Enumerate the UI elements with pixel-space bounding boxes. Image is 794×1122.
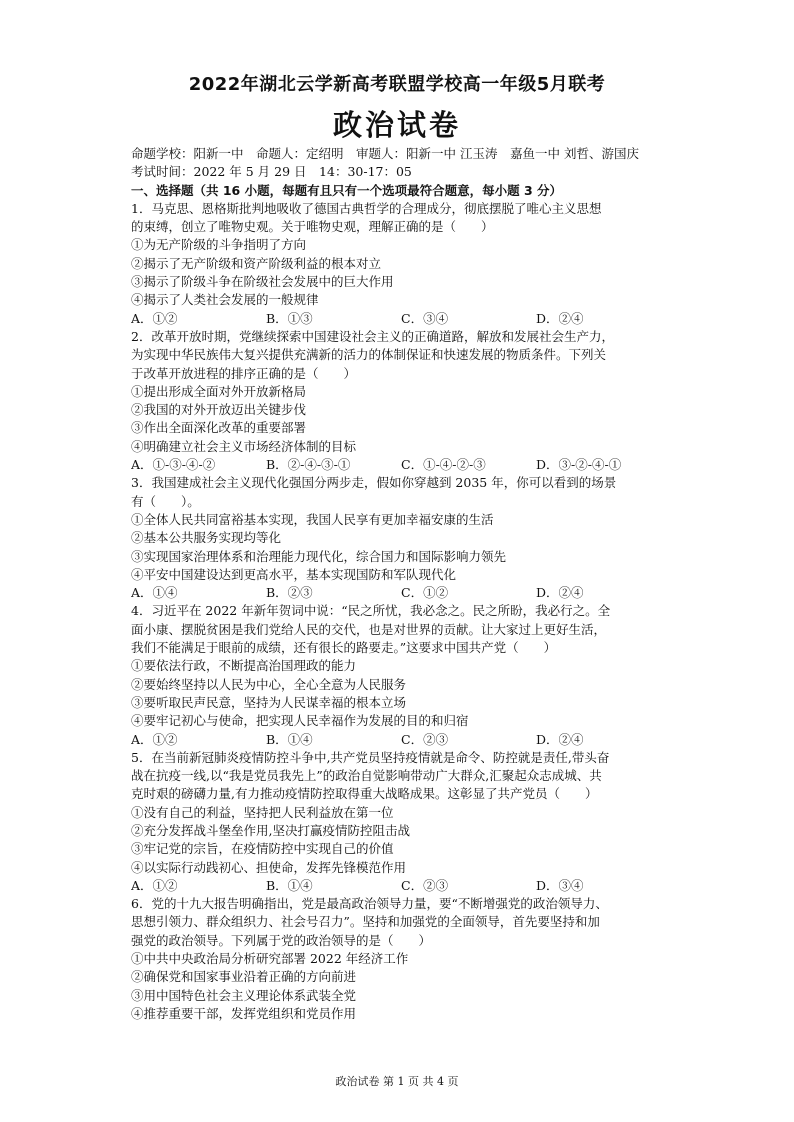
statement-item: ④明确建立社会主义市场经济体制的目标 xyxy=(131,438,357,454)
answer-option[interactable]: C．①② xyxy=(401,585,449,601)
exam-body xyxy=(131,145,671,1023)
answer-option[interactable]: A．①② xyxy=(131,310,178,326)
answer-option[interactable]: D．③④ xyxy=(536,877,584,893)
answer-option[interactable]: C．①-④-②-③ xyxy=(401,457,486,473)
answer-option[interactable]: A．①-③-④-② xyxy=(131,457,216,473)
statement-item: ②充分发挥战斗堡垒作用,坚决打赢疫情防控阻击战 xyxy=(131,822,410,838)
question-stem-line: 克时艰的磅礴力量,有力推动疫情防控取得重大战略成果。这彰显了共产党员（ ） xyxy=(131,786,598,802)
statement-item: ④推荐重要干部，发挥党组织和党员作用 xyxy=(131,1005,357,1021)
statement-item: ③作出全面深化改革的重要部署 xyxy=(131,420,307,436)
question-stem-line: 战在抗疫一线,以“我是党员我先上”的政治自觉影响带动广大群众,汇聚起众志成城、共 xyxy=(131,768,602,784)
statement-item: ③实现国家治理体系和治理能力现代化，综合国力和国际影响力领先 xyxy=(131,548,507,564)
question-stem-line: 我们不能满足于眼前的成绩，还有很长的路要走。”这要求中国共产党（ ） xyxy=(131,640,557,656)
question-stem-line: 3．我国建成社会主义现代化强国分两步走，假如你穿越到 2035 年，你可以看到的场景 xyxy=(131,475,617,491)
answer-option[interactable]: C．②③ xyxy=(401,731,449,747)
statement-item: ①中共中央政治局分析研究部署 2022 年经济工作 xyxy=(131,951,409,967)
question-stem-line: 有（ ）。 xyxy=(131,493,200,509)
answer-option[interactable]: B．①③ xyxy=(266,310,313,326)
question-list xyxy=(131,200,671,1023)
question-stem-line: 思想引领力、群众组织力、社会号召力”。坚持和加强党的全面领导，首先要坚持和加 xyxy=(131,914,600,930)
question-stem-line: 2．改革开放时期，党继续探索中国建设社会主义的正确道路，解放和发展社会生产力， xyxy=(131,328,614,344)
section-heading: 一、选择题（共 16 小题，每题有且只有一个选项最符合题意，每小题 3 分） xyxy=(131,182,563,198)
answer-option[interactable]: B．①④ xyxy=(266,731,313,747)
statement-item: ②揭示了无产阶级和资产阶级利益的根本对立 xyxy=(131,255,382,271)
answer-option[interactable]: D．②④ xyxy=(536,731,584,747)
question-5 xyxy=(131,749,671,895)
statement-item: ④要牢记初心与使命，把实现人民幸福作为发展的目的和归宿 xyxy=(131,713,469,729)
answer-option[interactable]: A．①④ xyxy=(131,585,178,601)
question-stem-line: 1．马克思、恩格斯批判地吸收了德国古典哲学的合理成分，彻底摆脱了唯心主义思想 xyxy=(131,200,602,216)
statement-item: ③要听取民声民意，坚持为人民谋幸福的根本立场 xyxy=(131,694,407,710)
question-3 xyxy=(131,474,671,602)
authors-line: 命题学校：阳新一中 命题人：定绍明 审题人：阳新一中 江玉涛 嘉鱼一中 刘哲、游国庆 xyxy=(131,146,639,161)
answer-option[interactable]: B．②③ xyxy=(266,585,313,601)
statement-item: ①提出形成全面对外开放新格局 xyxy=(131,383,307,399)
answer-options xyxy=(131,456,671,474)
answer-options xyxy=(131,877,671,895)
statement-item: ①全体人民共同富裕基本实现，我国人民享有更加幸福安康的生活 xyxy=(131,511,494,527)
question-stem-line: 5．在当前新冠肺炎疫情防控斗争中,共产党员坚持疫情就是命令、防控就是责任,带头奋 xyxy=(131,749,610,765)
answer-option[interactable]: D．②④ xyxy=(536,585,584,601)
statement-item: ②我国的对外开放迈出关键步伐 xyxy=(131,402,307,418)
answer-option[interactable]: C．②③ xyxy=(401,877,449,893)
answer-option[interactable]: B．②-④-③-① xyxy=(266,457,351,473)
question-4 xyxy=(131,602,671,748)
statement-item: ③牢记党的宗旨，在疫情防控中实现自己的价值 xyxy=(131,841,394,857)
question-stem-line: 强党的政治领导。下列属于党的政治领导的是（ ） xyxy=(131,932,432,948)
answer-option[interactable]: D．③-②-④-① xyxy=(536,457,622,473)
answer-options xyxy=(131,310,671,328)
answer-option[interactable]: B．①④ xyxy=(266,877,313,893)
statement-item: ①为无产阶级的斗争指明了方向 xyxy=(131,237,307,253)
exam-title: 2022年湖北云学新高考联盟学校高一年级5月联考 xyxy=(188,74,606,95)
statement-item: ③用中国特色社会主义理论体系武装全党 xyxy=(131,987,357,1003)
statement-item: ①要依法行政，不断提高治国理政的能力 xyxy=(131,658,357,674)
answer-options xyxy=(131,731,671,749)
answer-options xyxy=(131,584,671,602)
statement-item: ②基本公共服务实现均等化 xyxy=(131,530,282,546)
question-stem-line: 4．习近平在 2022 年新年贺词中说：“民之所忧，我必念之。民之所盼，我必行之。全 xyxy=(131,603,611,619)
answer-option[interactable]: A．①② xyxy=(131,877,178,893)
statement-item: ④平安中国建设达到更高水平，基本实现国防和军队现代化 xyxy=(131,566,457,582)
statement-item: ①没有自己的利益，坚持把人民利益放在第一位 xyxy=(131,804,394,820)
page-footer: 政治试卷 第 1 页 共 4 页 xyxy=(335,1075,459,1088)
question-stem-line: 面小康、摆脱贫困是我们党给人民的交代，也是对世界的贡献。让大家过上更好生活， xyxy=(131,621,607,637)
statement-item: ②要始终坚持以人民为中心，全心全意为人民服务 xyxy=(131,676,407,692)
subject-title: 政治试卷 xyxy=(332,108,461,142)
question-1 xyxy=(131,200,671,328)
statement-item: ④揭示了人类社会发展的一般规律 xyxy=(131,292,319,308)
statement-item: ④以实际行动践初心、担使命，发挥先锋模范作用 xyxy=(131,859,407,875)
statement-item: ②确保党和国家事业沿着正确的方向前进 xyxy=(131,969,357,985)
question-stem-line: 于改革开放进程的排序正确的是（ ） xyxy=(131,365,357,381)
question-6 xyxy=(131,895,671,1023)
answer-option[interactable]: A．①② xyxy=(131,731,178,747)
exam-time-line: 考试时间：2022 年 5 月 29 日 14：30-17：05 xyxy=(131,164,412,180)
question-stem-line: 的束缚，创立了唯物史观。关于唯物史观，理解正确的是（ ） xyxy=(131,219,494,235)
question-2 xyxy=(131,328,671,474)
statement-item: ③揭示了阶级斗争在阶级社会发展中的巨大作用 xyxy=(131,274,394,290)
answer-option[interactable]: C．③④ xyxy=(401,310,449,326)
answer-option[interactable]: D．②④ xyxy=(536,310,584,326)
question-stem-line: 6．党的十九大报告明确指出，党是最高政治领导力量，要“不断增强党的政治领导力、 xyxy=(131,896,608,912)
question-stem-line: 为实现中华民族伟大复兴提供充满新的活力的体制保证和快速发展的物质条件。下列关 xyxy=(131,347,607,363)
